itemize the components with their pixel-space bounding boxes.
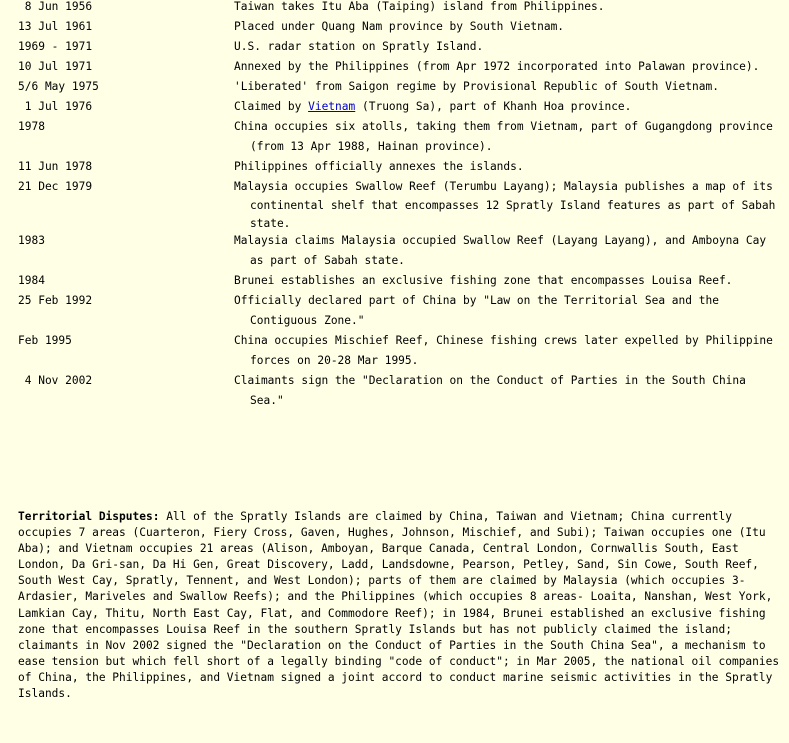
timeline-event: Malaysia claims Malaysia occupied Swallow Reef (Layang Layang), and Amboyna Cay as part of Sabah state. <box>234 233 767 267</box>
timeline-event: China occupies Mischief Reef, Chinese fishing crews later expelled by Philippine forces on 20-28 Mar 1995. <box>234 333 773 367</box>
vietnam-link[interactable]: Vietnam <box>308 100 356 113</box>
timeline-event: 'Liberated' from Saigon regime by Provisional Republic of South Vietnam. <box>234 80 719 93</box>
timeline-row <box>0 231 789 271</box>
timeline-row <box>0 57 789 77</box>
timeline-row <box>0 271 789 291</box>
timeline-date: 21 Dec 1979 <box>18 180 93 193</box>
timeline-row <box>0 291 789 331</box>
timeline-row <box>0 97 789 117</box>
timeline-row <box>0 0 789 17</box>
timeline-date: 1984 <box>18 273 45 287</box>
timeline-event: China occupies six atolls, taking them from Vietnam, part of Gugangdong province (from 13 Apr 1988, Hainan province). <box>234 120 773 153</box>
timeline-date: 1978 <box>18 120 45 133</box>
timeline-event: Claimants sign the "Declaration on the Conduct of Parties in the South China Sea." <box>234 373 746 407</box>
timeline-event: Officially declared part of China by "Law on the Territorial Sea and the Contiguous Zone." <box>234 293 719 327</box>
timeline-row <box>0 37 789 57</box>
timeline-row <box>0 117 789 157</box>
timeline-date: 25 Feb 1992 <box>18 293 93 307</box>
disputes-heading: Territorial Disputes: <box>18 510 160 523</box>
timeline-row <box>0 17 789 37</box>
territorial-disputes-paragraph <box>18 509 780 702</box>
timeline-date: 8 Jun 1956 <box>18 0 93 13</box>
event-text: (Truong Sa), part of Khanh Hoa province. <box>355 100 632 113</box>
timeline-event: Malaysia occupies Swallow Reef (Terumbu Layang); Malaysia publishes a map of its continental shelf that encompasses 12 Spratly Island features as part of Sabah state. <box>234 180 776 230</box>
timeline-date: 5/6 May 1975 <box>18 80 99 93</box>
event-text: Claimed by <box>234 100 309 113</box>
disputes-body: All of the Spratly Islands are claimed by China, Taiwan and Vietnam; China currently occupies 7 areas (Cuarteron, Fiery Cross, Gaven, Hughes, Johnson, Mischief, and Subi); Taiwan occupies one (Itu Aba); and Vietnam occupies 21 areas (Alison, Amboyan, Barque Canada, Central London, Cornwallis South, East London, Da Gri-san, Da Hi Gen, Great Discovery, Ladd, Landsdowne, Pearson, Petley, Sand, Sin Cowe, South Reef, South West Cay, Spratly, Tennent, and West London); parts of them are claimed by Malaysia (which occupies 3- Ardasier, Mariveles and Swallow Reefs); and the Philippines (which occupies 8 areas- Loaita, Nanshan, West York, Lamkian Cay, Thitu, North East Cay, Flat, and Commodore Reef); in 1984, Brunei established an exclusive fishing zone that encompasses Louisa Reef in the southern Spratly Islands but has not publicly claimed the island; claimants in Nov 2002 signed the "Declaration on the Conduct of Parties in the South China Sea", a mechanism to ease tension but which fell short of a legally binding "code of conduct"; in Mar 2005, the national oil companies of China, the Philippines, and Vietnam signed a joint accord to conduct marine seismic activities in the Spratly Islands. <box>18 510 780 701</box>
timeline-date: 10 Jul 1971 <box>18 60 93 73</box>
timeline-event <box>234 97 789 117</box>
timeline-event: U.S. radar station on Spratly Island. <box>234 40 484 53</box>
timeline-row <box>0 331 789 371</box>
timeline-date: 4 Nov 2002 <box>18 373 93 387</box>
timeline-date: 1 Jul 1976 <box>18 100 93 113</box>
timeline-date: 13 Jul 1961 <box>18 20 93 33</box>
timeline-event: Brunei establishes an exclusive fishing zone that encompasses Louisa Reef. <box>234 273 733 287</box>
timeline-row <box>0 157 789 177</box>
timeline-row <box>0 77 789 97</box>
timeline-date: Feb 1995 <box>18 333 72 347</box>
timeline-event: Annexed by the Philippines (from Apr 1972 incorporated into Palawan province). <box>234 60 760 73</box>
timeline-event: Taiwan takes Itu Aba (Taiping) island from Philippines. <box>234 0 605 13</box>
timeline-event: Placed under Quang Nam province by South Vietnam. <box>234 20 565 33</box>
timeline-row <box>0 371 789 411</box>
timeline-date: 11 Jun 1978 <box>18 160 93 173</box>
timeline-row <box>0 177 789 234</box>
timeline-event: Philippines officially annexes the islands. <box>234 160 524 173</box>
timeline-date: 1969 - 1971 <box>18 40 93 53</box>
timeline-date: 1983 <box>18 233 45 247</box>
